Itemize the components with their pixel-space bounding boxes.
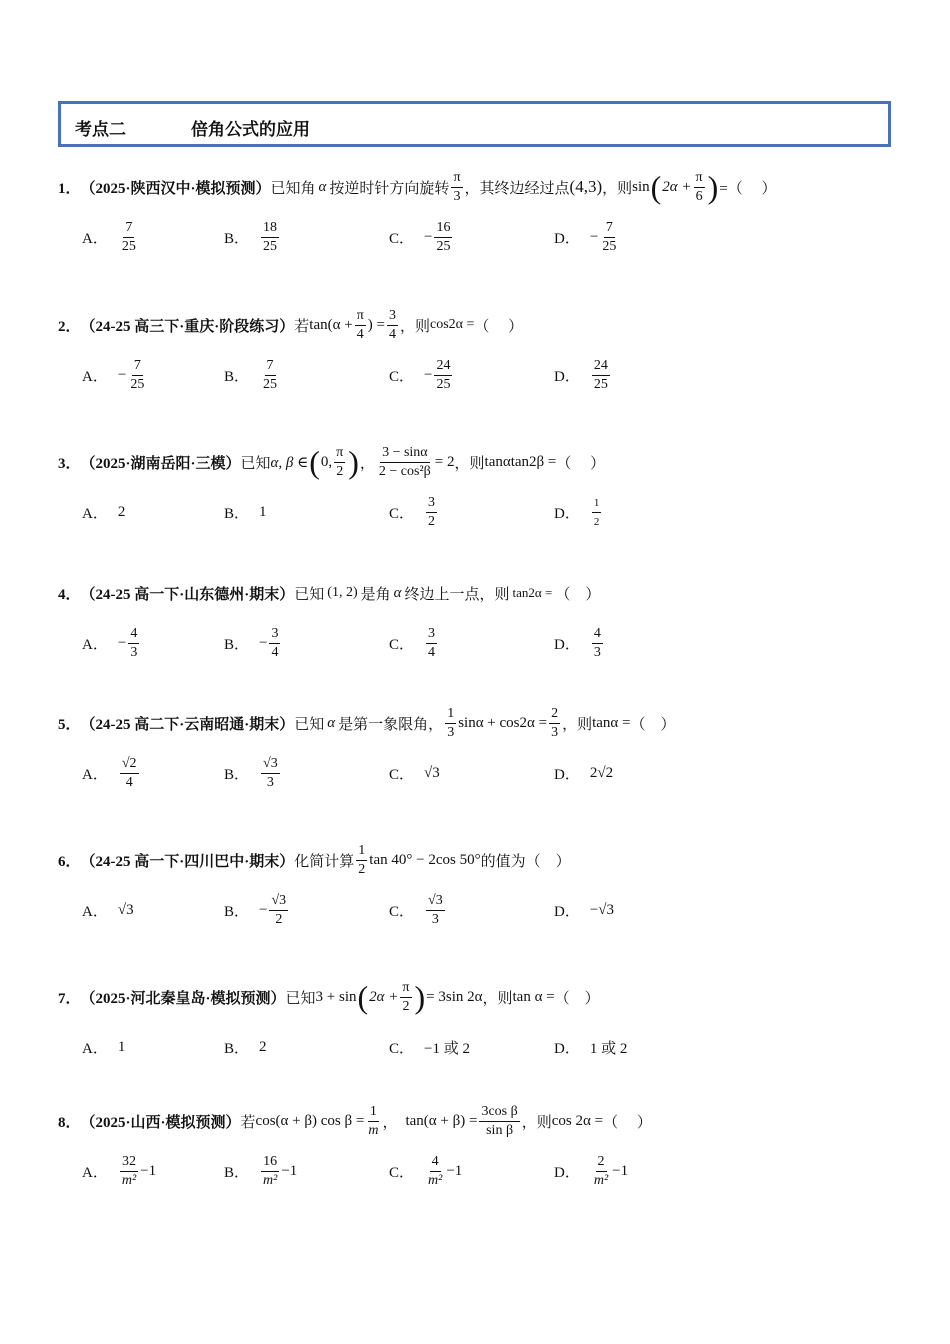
stem-math: cos2α = bbox=[430, 317, 475, 332]
stem-text: ，则 bbox=[562, 716, 593, 733]
question-stem: 1． （2025·陕西汉中·模拟预测） 已知角 α 按逆时针方向旋转 $\frac{\pi}{3}$ ，其终边经过点 (4,3) ，则 sin ( 2α + $\frac{\pi}{6}$ ) =（ ） bbox=[58, 169, 777, 205]
option-d[interactable]: D． $\frac{1}{2}$ bbox=[554, 494, 603, 531]
question-number: 8． bbox=[58, 1114, 81, 1131]
stem-math: cos(α + β) cos β = bbox=[255, 1112, 365, 1129]
stem-fraction: $\frac{\pi}{4}$ bbox=[356, 307, 364, 342]
stem-text: ， bbox=[359, 455, 375, 472]
option-c[interactable]: C． − $\frac{16}{25}$ bbox=[389, 219, 451, 254]
stem-math: tan(α + bbox=[309, 316, 353, 333]
stem-text: 化简计算 bbox=[294, 853, 355, 870]
question-number: 3． bbox=[58, 455, 81, 472]
stem-text: （ ） bbox=[555, 586, 601, 603]
option-a[interactable]: A． $\frac{√2}{4}$ bbox=[82, 755, 137, 790]
stem-fraction: $\frac{1}{m}$ bbox=[368, 1103, 379, 1138]
option-c[interactable]: C． $\frac{√3}{3}$ bbox=[389, 892, 443, 927]
stem-math: α bbox=[393, 584, 402, 601]
option-d[interactable]: D． − $\frac{7}{25}$ bbox=[554, 219, 617, 254]
option-d[interactable]: D． $\frac{4}{3}$ bbox=[554, 625, 601, 660]
section-header bbox=[58, 101, 891, 147]
stem-text: ，则 bbox=[602, 180, 633, 197]
option-d[interactable]: D． 1 或 2 bbox=[554, 1040, 628, 1057]
option-a[interactable]: A． √3 bbox=[82, 901, 134, 920]
option-c[interactable]: C． √3 bbox=[389, 764, 440, 783]
options-row bbox=[58, 620, 918, 666]
option-c[interactable]: C． −1 或 2 bbox=[389, 1040, 470, 1057]
stem-fraction: $\frac{1}{2}$ bbox=[358, 842, 366, 877]
option-b[interactable]: B． 1 bbox=[224, 503, 267, 522]
stem-math: 0, bbox=[320, 453, 333, 470]
stem-math: (4,3) bbox=[569, 177, 603, 196]
stem-text: ， bbox=[382, 1114, 398, 1131]
stem-fraction: $\frac{3 - \sin\alpha}{\text{2 − cos²β}}$ bbox=[378, 444, 431, 479]
option-b[interactable]: B． $\frac{√3}{3}$ bbox=[224, 755, 278, 790]
option-d[interactable]: D． 2√2 bbox=[554, 764, 614, 783]
stem-text: ，则 bbox=[399, 318, 430, 335]
section-label: 考点二 bbox=[75, 120, 126, 139]
stem-math: sin bbox=[632, 178, 650, 195]
stem-text: ，则 bbox=[521, 1114, 552, 1131]
question-source: （2025·河北秦皇岛·模拟预测） bbox=[80, 990, 286, 1007]
stem-text: =（ ） bbox=[719, 180, 777, 197]
stem-math: tanαtan2β = bbox=[484, 453, 557, 470]
stem-math: α bbox=[318, 178, 327, 195]
question-1 bbox=[58, 162, 918, 260]
question-source: （2025·山西·模拟预测） bbox=[80, 1114, 241, 1131]
stem-text: 已知 bbox=[294, 716, 325, 733]
stem-text: （ ） bbox=[474, 318, 524, 335]
question-source: （24-25 高三下·重庆·阶段练习） bbox=[80, 318, 295, 335]
question-2 bbox=[58, 300, 918, 398]
stem-math: α bbox=[327, 714, 336, 731]
option-a[interactable]: A． − $\frac{4}{3}$ bbox=[82, 625, 138, 660]
options-row bbox=[58, 750, 918, 796]
stem-text: 终边上一点，则 bbox=[404, 586, 510, 603]
option-c[interactable]: C． $\frac{3}{2}$ bbox=[389, 494, 436, 529]
stem-fraction: $\frac{3}{4}$ bbox=[388, 307, 396, 342]
question-source: （24-25 高一下·山东德州·期末） bbox=[80, 586, 295, 603]
question-stem bbox=[58, 568, 918, 618]
stem-math: α, β ∈ bbox=[270, 454, 309, 471]
option-b[interactable]: B． $\frac{16}{\text{m²}}$ −1 bbox=[224, 1153, 298, 1188]
option-b[interactable]: B． $\frac{7}{25}$ bbox=[224, 357, 278, 392]
stem-text: （ ） bbox=[630, 716, 676, 733]
stem-text: （ ） bbox=[556, 455, 606, 472]
stem-fraction: $\frac{\pi}{6}$ bbox=[695, 169, 703, 204]
question-stem bbox=[58, 835, 918, 885]
options-row bbox=[58, 352, 918, 398]
stem-math: 2α + bbox=[662, 178, 692, 195]
stem-text: 按逆时针方向旋转 bbox=[329, 180, 450, 197]
stem-text: （ ） bbox=[603, 1114, 652, 1131]
question-source: （2025·陕西汉中·模拟预测） bbox=[80, 180, 271, 197]
stem-math: = 2 bbox=[434, 453, 455, 470]
stem-math: cos 2α = bbox=[551, 1112, 604, 1129]
stem-fraction: $\frac{2}{3}$ bbox=[551, 705, 559, 740]
stem-text: 若 bbox=[240, 1114, 256, 1131]
stem-math: sinα + cos2α = bbox=[458, 714, 548, 731]
stem-math: tan α = bbox=[512, 988, 555, 1005]
stem-text: 已知 bbox=[285, 990, 316, 1007]
stem-math: (1, 2) bbox=[327, 585, 358, 600]
stem-math: ) = bbox=[367, 316, 385, 333]
question-number: 7． bbox=[58, 990, 81, 1007]
option-c[interactable]: C． − $\frac{24}{25}$ bbox=[389, 357, 451, 392]
option-b[interactable]: B． 2 bbox=[224, 1038, 267, 1057]
question-number: 5． bbox=[58, 716, 81, 733]
question-source: （24-25 高二下·云南昭通·期末） bbox=[80, 716, 295, 733]
stem-math: 2α + bbox=[369, 988, 399, 1005]
question-8 bbox=[58, 1096, 918, 1194]
question-stem: 7． （2025·河北秦皇岛·模拟预测） 已知 3 + sin ( 2α + $\frac{\pi}{2}$ ) = 3sin 2α ，则 tan α = （ ） bbox=[58, 979, 600, 1015]
stem-math: tanα = bbox=[592, 714, 631, 731]
option-a[interactable]: A． 2 bbox=[82, 503, 126, 522]
option-d[interactable]: D． $\frac{24}{25}$ bbox=[554, 357, 608, 392]
question-stem bbox=[58, 300, 918, 350]
options-row bbox=[58, 214, 918, 260]
option-a[interactable]: A． $\frac{32}{\text{m²}}$ −1 bbox=[82, 1153, 157, 1188]
option-b[interactable]: B． $\frac{18}{25}$ bbox=[224, 219, 278, 254]
option-d[interactable]: D． −√3 bbox=[554, 901, 615, 920]
stem-math: tan2α = bbox=[512, 585, 553, 600]
option-a[interactable]: A． 1 bbox=[82, 1038, 126, 1057]
options-row bbox=[58, 887, 918, 933]
question-5 bbox=[58, 698, 918, 796]
options-row bbox=[58, 489, 918, 535]
stem-fraction: $\frac{\text{3cos β}}{\text{sin β}}$ bbox=[481, 1103, 518, 1138]
question-6 bbox=[58, 835, 918, 933]
section-title: 倍角公式的应用 bbox=[191, 120, 310, 139]
stem-math: 3 + sin bbox=[315, 988, 357, 1005]
question-3 bbox=[58, 437, 918, 535]
option-d[interactable]: D． $\frac{2}{\text{m²}}$ −1 bbox=[554, 1153, 629, 1188]
stem-fraction: $\frac{\pi}{2}$ bbox=[402, 979, 410, 1014]
stem-fraction: $\frac{\pi}{2}$ bbox=[336, 444, 344, 479]
stem-text: （ ） bbox=[554, 990, 600, 1007]
question-number: 1． bbox=[58, 180, 81, 197]
stem-text: 已知 bbox=[294, 586, 325, 603]
stem-text: 是角 bbox=[360, 586, 391, 603]
question-source: （2025·湖南岳阳·三模） bbox=[80, 455, 241, 472]
option-a[interactable]: A． $\frac{7}{25}$ bbox=[82, 219, 136, 254]
question-stem: 3． （2025·湖南岳阳·三模） 已知 α, β ∈ ( 0, $\frac{\pi}{2}$ ) ， $\frac{3 - \sin\alpha}{\text{2 − cos²β}}$ = 2 ，则 tanαtan2β = （ ） bbox=[58, 444, 606, 480]
question-number: 2． bbox=[58, 318, 81, 335]
option-c[interactable]: C． $\frac{3}{4}$ bbox=[389, 625, 436, 660]
stem-fraction: $\frac{1}{3}$ bbox=[447, 705, 455, 740]
question-number: 6． bbox=[58, 853, 81, 870]
stem-text: ，则 bbox=[454, 455, 485, 472]
question-stem bbox=[58, 698, 918, 748]
stem-math: tan(α + β) = bbox=[405, 1112, 478, 1129]
question-stem bbox=[58, 1096, 918, 1146]
stem-text: 已知角 bbox=[270, 180, 316, 197]
question-source: （24-25 高一下·四川巴中·期末） bbox=[80, 853, 295, 870]
question-4 bbox=[58, 568, 918, 666]
option-b[interactable]: B． − $\frac{√3}{2}$ bbox=[224, 892, 287, 927]
question-number: 4． bbox=[58, 586, 81, 603]
options-row bbox=[58, 1148, 918, 1194]
stem-text: 若 bbox=[294, 318, 310, 335]
stem-math: tan 40° − 2cos 50° bbox=[369, 851, 481, 868]
option-a[interactable]: A． − $\frac{7}{25}$ bbox=[82, 357, 145, 392]
stem-text: ，其终边经过点 bbox=[464, 180, 570, 197]
option-b[interactable]: B． − $\frac{3}{4}$ bbox=[224, 625, 279, 660]
stem-text: 的值为（ ） bbox=[480, 853, 571, 870]
stem-text: ，则 bbox=[482, 990, 513, 1007]
stem-text: 已知 bbox=[240, 455, 271, 472]
options-row bbox=[58, 1024, 918, 1070]
question-7 bbox=[58, 972, 918, 1070]
stem-math: = 3sin 2α bbox=[426, 988, 483, 1005]
stem-fraction: $\frac{\pi}{3}$ bbox=[453, 169, 461, 204]
stem-text: 是第一象限角， bbox=[338, 716, 444, 733]
option-c[interactable]: C． $\frac{4}{\text{m²}}$ −1 bbox=[389, 1153, 463, 1188]
